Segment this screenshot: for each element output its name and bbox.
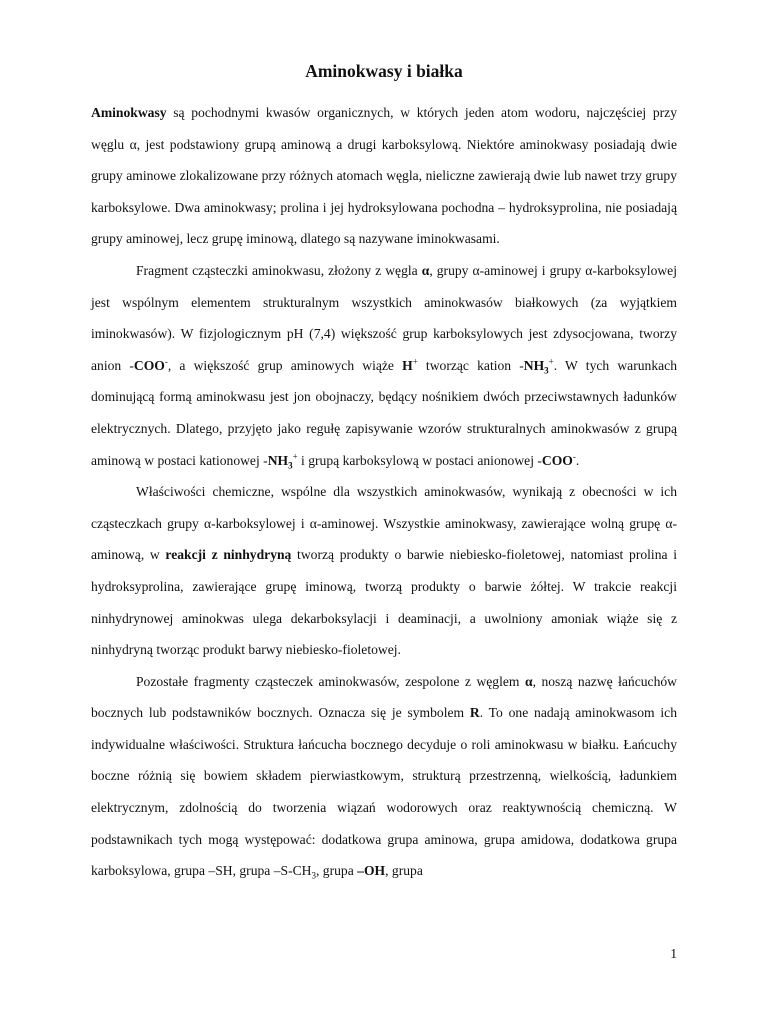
paragraph-2 [91,255,677,476]
paragraph-2-text-c: , a większość grup aminowych wiąże [167,357,403,373]
methyl-subscript: 3 [311,870,316,881]
charge-plus: + [412,356,418,367]
ammonium-formula [267,452,293,471]
paragraph-2-text-g: . [575,452,580,468]
carboxylate-formula: COO [541,452,573,468]
paragraph-1 [91,97,677,255]
term-aminokwasy: Aminokwasy [91,105,167,120]
paragraph-4-text-c: . To one nadają aminokwasom ich indywidualne właściwości. Struktura łańcucha bocznego decyduje o roli aminokwasu w białku. Łańcuchy boczne różnią się bowiem składem pierwiastkowym, strukturą przestrzenną, wielkością, ładunkiem elektrycznym, zdolnością do tworzenia wiązań wodorowych oraz reaktywnością chemiczną. W podstawnikach tych mogą występować: dodatkowa grupa aminowa, grupa amidowa, dodatkowa grupa karboksylowa, grupa –SH, grupa –S-CH [91,705,677,879]
charge-plus: + [548,356,554,367]
document-title: Aminokwasy i białka [305,61,463,81]
paragraph-4-text-a: Pozostałe fragmenty cząsteczek aminokwasów, zespolone z węglem [136,673,525,689]
paragraph-3-text-a: Właściwości chemiczne, wspólne dla wszystkich aminokwasów, wynikają z obecności w ich cząsteczkach grupy α-karboksylowej i α-aminowej. Wszystkie aminokwasy, zawierające wolną grupę α-aminową, w [91,484,677,563]
paragraph-2-text-b: , grupy α-aminowej i grupy α-karboksylowej jest wspólnym elementem strukturalnym wszystkich aminokwasów białkowych (za wyjątkiem iminokwasów). W fizjologicznym pH (7,4) większość grup karboksylowych jest zdysocjowana, tworzy anion - [91,262,677,373]
ammonium-nh: NH [267,452,289,468]
document-body [91,97,677,887]
ammonium-nh: NH [523,357,545,373]
paragraph-4-text-e: , grupa [385,863,423,879]
charge-minus: - [572,451,576,461]
charge-plus: + [292,451,298,461]
ammonium-subscript: 3 [288,460,293,471]
ammonium-subscript: 3 [544,365,549,376]
paragraph-1-text: są pochodnymi kwasów organicznych, w których jeden atom wodoru, najczęściej przy węglu α, jest podstawiony grupą aminową a drugi karboksylową. Niektóre aminokwasy posiadają dwie grupy aminowe zlokalizowane przy różnych atomach węgla, nieliczne zawierają dwie lub nawet trzy grupy karboksylowe. Dwa aminokwasy; prolina i jej hydroksylowana pochodna – hydroksyprolina, nie posiadają grupy aminowej, lecz grupę iminową, dlatego są nazywane iminokwasami. [91,105,677,247]
paragraph-3 [91,476,677,666]
paragraph-3-text-b: tworzą produkty o barwie niebiesko-fioletowej, natomiast prolina i hydroksyprolina, zawierające grupę iminową, tworzą produkty o barwie żółtej. W trakcie reakcji ninhydrynowej aminokwas ulega dekarboksylacji i deaminacji, a uwolniony amoniak wiąże się z ninhydryną tworząc produkt barwy niebiesko-fioletowej. [91,547,677,658]
symbol-r: R [469,705,480,721]
charge-minus: - [164,356,168,367]
ammonium-formula [523,357,549,376]
paragraph-2-text-e: . W tych warunkach dominującą formą aminokwasu jest jon obojnaczy, będący nośnikiem dwóch przeciwstawnych ładunków elektrycznych. Dlatego, przyjęto jako regułę zapisywanie wzorów strukturalnych aminokwasów z grupą aminową w postaci kationowej - [91,357,677,468]
paragraph-2-text-a: Fragment cząsteczki aminokwasu, złożony z węgla [136,262,422,278]
hydroxyl-formula: –OH [357,863,386,879]
paragraph-4 [91,666,677,887]
proton-formula: H [402,357,413,373]
paragraph-4-text-d: , grupa [316,863,358,879]
page-number: 1 [670,946,677,961]
alpha-symbol: α [421,262,430,278]
term-ninhydrin-reaction: reakcji z ninhydryną [165,547,292,563]
paragraph-4-text-b: , noszą nazwę łańcuchów bocznych lub podstawników bocznych. Oznacza się je symbolem [91,673,677,721]
alpha-symbol: α [524,673,533,689]
paragraph-2-text-d: tworząc kation - [417,357,524,373]
paragraph-2-text-f: i grupą karboksylową w postaci anionowej - [297,452,542,468]
carboxylate-formula: COO [133,357,165,373]
